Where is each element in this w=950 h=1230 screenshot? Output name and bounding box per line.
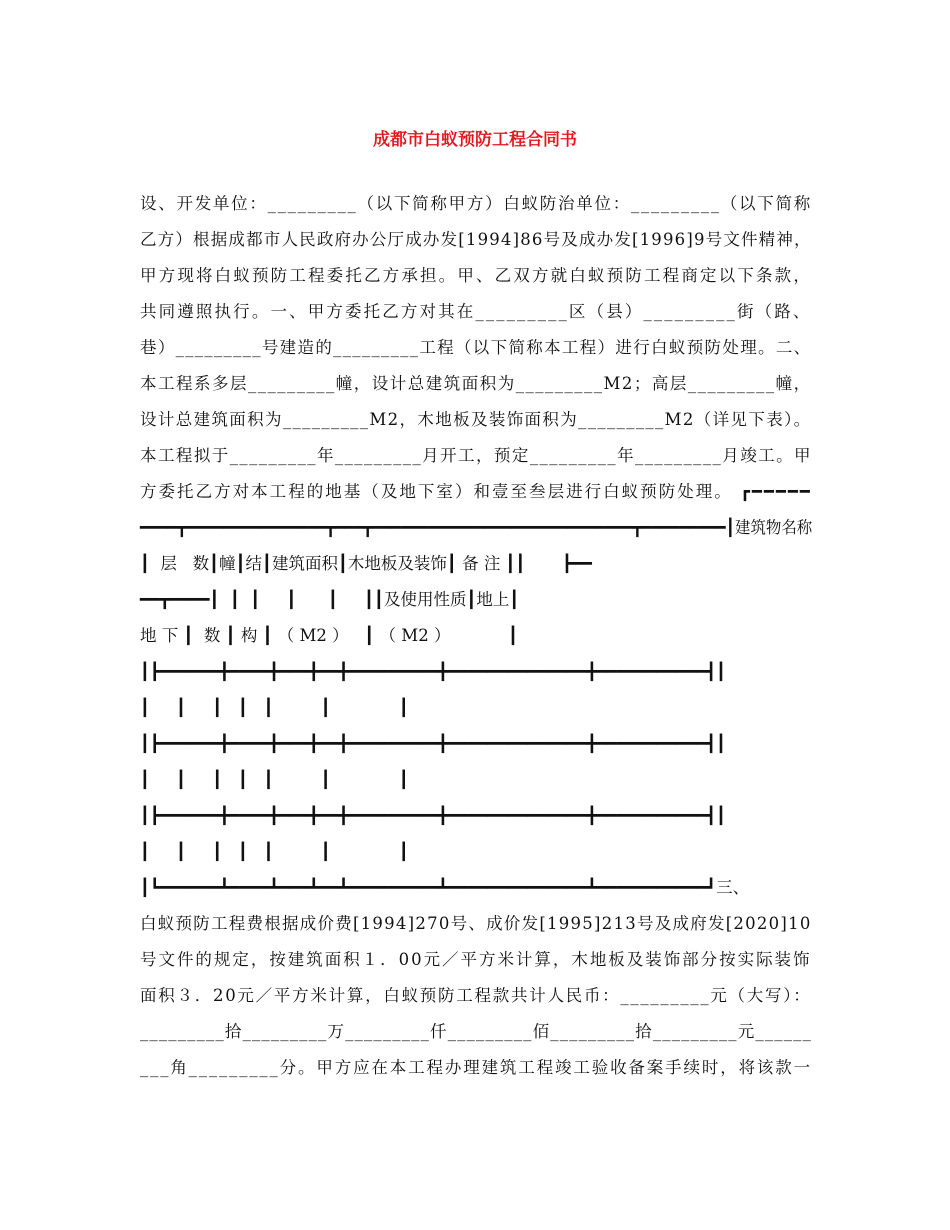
table-art-line: ┃┣━━━━━━╋━━━━╋━━━╋━━╋━━━━━━━━━╋━━━━━━━━━━━━━━╋━━━━━━━━━━━┫┃: [140, 662, 727, 681]
text-line: 本工程拟于_________年_________月开工，预定_________年_________月竣工。甲: [140, 446, 812, 465]
text-line: 巷）_________号建造的_________工程（以下简称本工程）进行白蚁预防处理。二、: [140, 338, 812, 357]
table-art-line: ┃ 层 数┃幢┃结┃建筑面积┃木地板及装饰┃ 备 注 ┃┃ ┣━━: [140, 554, 592, 573]
table-art-line: ┃┣━━━━━━╋━━━━╋━━━╋━━╋━━━━━━━━━╋━━━━━━━━━━━━━━╋━━━━━━━━━━━┫┃: [140, 734, 727, 753]
text-line: 号文件的规定，按建筑面积１．00元／平方米计算，木地板及装饰部分按实际装饰: [140, 950, 812, 969]
text-line: 甲方现将白蚁预防工程委托乙方承担。甲、乙双方就白蚁预防工程商定以下条款，: [140, 266, 813, 285]
text-line: 白蚁预防工程费根据成价费[1994]270号、成价发[1995]213号及成府发[2020]10: [140, 914, 812, 933]
text-line: 共同遵照执行。一、甲方委托乙方对其在_________区（县）_________街（路、: [140, 302, 812, 321]
text-line: 方委托乙方对本工程的地基（及地下室）和壹至叁层进行白蚁预防处理。 ┏━━━━━: [140, 482, 812, 501]
text-line: 乙方）根据成都市人民政府办公厅成办发[1994]86号及成办发[1996]9号文件精神，: [140, 230, 812, 249]
table-art-line: ┃ ┃ ┃ ┃ ┃ ┃ ┃: [140, 842, 409, 861]
text-line: _________拾_________万_________仟_________佰_________拾_________元______: [140, 1022, 813, 1041]
table-art-line: 地 下 ┃ 数 ┃ 构 ┃ （ M2 ） ┃ （ M2 ） ┃: [140, 626, 519, 645]
text-line: ___角_________分。甲方应在本工程办理建筑工程竣工验收备案手续时，将该款一: [140, 1058, 812, 1077]
text-line: 本工程系多层_________幢，设计总建筑面积为_________M2；高层_________幢，: [140, 374, 812, 393]
text-line: 面积３．20元／平方米计算，白蚁预防工程款共计人民币：_________元（大写）：: [140, 986, 812, 1005]
table-art-line: ┃ ┃ ┃ ┃ ┃ ┃ ┃: [140, 698, 409, 717]
table-art-line: ┃┣━━━━━━╋━━━━╋━━━╋━━╋━━━━━━━━━╋━━━━━━━━━━━━━━╋━━━━━━━━━━━┫┃: [140, 806, 727, 825]
table-art-line: ━━━━┳━━━━━━━━━━━━━━━┳━━━┳━━━━━━━━━━━━━━━━━━━━━━━━━━━━┳━━━━━━━━━┃建筑物名称: [140, 518, 813, 537]
table-art-line: ━━┳━━━━┃ ┃ ┃ ┃ ┃ ┃┃及使用性质┃地上┃: [140, 590, 520, 609]
text-line: 设、开发单位：_________（以下简称甲方）白蚁防治单位：_________（以下简称: [140, 194, 812, 213]
text-line: 设计总建筑面积为_________M2，木地板及装饰面积为_________M2（详见下表）。: [140, 410, 812, 429]
document-title: 成都市白蚁预防工程合同书: [373, 130, 577, 150]
table-art-line: ┃┗━━━━━━┻━━━━┻━━━┻━━┻━━━━━━━━━┻━━━━━━━━━━━━━━┻━━━━━━━━━━━┛三、: [140, 878, 750, 897]
table-art-line: ┃ ┃ ┃ ┃ ┃ ┃ ┃: [140, 770, 409, 789]
